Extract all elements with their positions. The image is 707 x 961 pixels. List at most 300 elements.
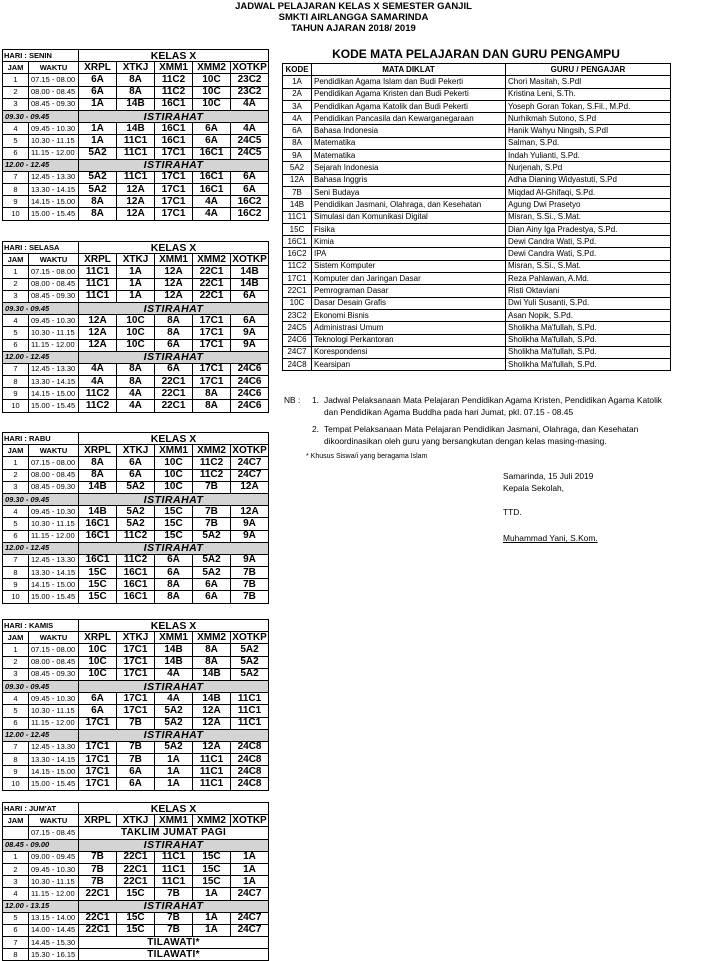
subject-code-cell: 5A2: [79, 184, 117, 196]
subject-code-cell: 10C: [79, 644, 117, 656]
period-time: 08.45 - 09.30: [29, 98, 79, 110]
class-header: XTKJ: [117, 254, 155, 266]
subject-code-cell: 1A: [79, 135, 117, 147]
activity-label: TILAWATI*: [79, 949, 269, 961]
subject-code-cell: 24C5: [231, 135, 269, 147]
subject-code-cell: 1A: [117, 290, 155, 302]
class-header: XRPL: [79, 815, 117, 827]
period-time: 09.45 - 10.30: [29, 123, 79, 135]
subject-code-cell: 16C2: [231, 208, 269, 220]
class-header: XRPL: [79, 632, 117, 644]
subject-code-cell: 15C: [117, 888, 155, 900]
subject-code: 12A: [283, 174, 312, 186]
subject-code-cell: 24C5: [231, 147, 269, 159]
subject-code-cell: 11C2: [117, 554, 155, 566]
sign-title: Kepala Sekolah,: [503, 483, 564, 493]
subject-code-cell: 10C: [193, 98, 231, 110]
period-time: 08.00 - 08.45: [29, 656, 79, 668]
teacher-name: Chori Masitah, S.PdI: [506, 76, 671, 88]
period-time: 08.45 - 09.30: [29, 481, 79, 493]
break-time: 12.00 - 12.45: [3, 159, 79, 171]
period-time: 07.15 - 08.00: [29, 457, 79, 469]
subject-code-cell: 24C8: [231, 741, 269, 753]
subject-code-cell: 12A: [231, 481, 269, 493]
subject-code-cell: 12A: [193, 705, 231, 717]
subject-name: Sejarah Indonesia: [312, 162, 506, 174]
table-row: [283, 334, 671, 346]
subject-name: Korespondensi: [312, 346, 506, 358]
break-row: [3, 839, 269, 851]
subject-code-cell: 11C1: [79, 266, 117, 278]
subject-code-cell: 11C2: [193, 457, 231, 469]
period-number: 6: [3, 147, 29, 159]
subject-code-cell: 15C: [193, 851, 231, 863]
period-number: 8: [3, 184, 29, 196]
break-row: [3, 351, 269, 363]
table-row: [3, 579, 269, 591]
period-time: 10.30 - 11.15: [29, 135, 79, 147]
subject-code-cell: 10C: [117, 327, 155, 339]
break-row: [3, 302, 269, 314]
schedule-table: [2, 432, 269, 604]
subject-code: 6A: [283, 125, 312, 137]
period-time: 09.45 - 10.30: [29, 315, 79, 327]
class-group-header: KELAS X: [79, 803, 269, 815]
subject-name: Dasar Desain Grafis: [312, 297, 506, 309]
table-row: [283, 359, 671, 371]
period-time: 11.15 - 12.00: [29, 147, 79, 159]
table-row: [3, 851, 269, 863]
subject-code: 24C5: [283, 322, 312, 334]
subject-code-cell: 17C1: [193, 315, 231, 327]
subject-code-cell: 15C: [79, 579, 117, 591]
subject-name: IPA: [312, 248, 506, 260]
subject-code-cell: 17C1: [117, 705, 155, 717]
period-number: 3: [3, 290, 29, 302]
subject-code-cell: 12A: [231, 506, 269, 518]
subject-code-cell: 4A: [79, 363, 117, 375]
class-header: XTKJ: [117, 815, 155, 827]
subject-code-cell: 11C1: [155, 851, 193, 863]
subject-code-cell: 7B: [231, 579, 269, 591]
subject-code-cell: 9A: [231, 530, 269, 542]
subject-code-cell: 14B: [117, 98, 155, 110]
period-number: 10: [3, 400, 29, 412]
subject-code-cell: 15C: [79, 591, 117, 603]
subject-code-cell: 10C: [193, 74, 231, 86]
subject-code-cell: 6A: [231, 315, 269, 327]
table-row: [283, 125, 671, 137]
subject-code-cell: 17C1: [193, 327, 231, 339]
table-row: [283, 76, 671, 88]
principal-name: Muhammad Yani, S.Kom.: [503, 533, 598, 543]
period-time: 14.15 - 15.00: [29, 579, 79, 591]
notes-label: NB :: [284, 395, 301, 405]
subject-name: Pendidikan Jasmani, Olahraga, dan Kesehatan: [312, 199, 506, 211]
table-row: [3, 827, 269, 839]
subject-code-cell: 8A: [117, 74, 155, 86]
subject-code-cell: 16C2: [231, 196, 269, 208]
subject-code-cell: 6A: [155, 567, 193, 579]
subject-code-cell: 1A: [231, 851, 269, 863]
teacher-name: Indah Yulianti, S.Pd.: [506, 150, 671, 162]
subject-name: Bahasa Indonesia: [312, 125, 506, 137]
subject-code-cell: 8A: [117, 86, 155, 98]
table-row: [3, 481, 269, 493]
subject-code-cell: 6A: [231, 184, 269, 196]
subject-code-cell: 7B: [117, 717, 155, 729]
period-number: 1: [3, 644, 29, 656]
table-row: [3, 400, 269, 412]
jam-header: JAM: [3, 632, 29, 644]
subject-code: 15C: [283, 223, 312, 235]
subject-code-cell: 16C1: [155, 135, 193, 147]
subject-code-cell: 6A: [79, 705, 117, 717]
subject-code-cell: 11C2: [193, 469, 231, 481]
subject-code-cell: 24C8: [231, 778, 269, 790]
subject-code-cell: 17C1: [155, 208, 193, 220]
subject-code-cell: 1A: [231, 876, 269, 888]
subject-code-cell: 8A: [193, 388, 231, 400]
table-row: [3, 876, 269, 888]
break-time: 12.00 - 12.45: [3, 729, 79, 741]
subject-code-cell: 4A: [193, 196, 231, 208]
subject-code-cell: 5A2: [231, 668, 269, 680]
period-number: 8: [3, 949, 29, 961]
table-row: [3, 457, 269, 469]
subject-code-cell: 24C7: [231, 457, 269, 469]
table-row: [283, 346, 671, 358]
subject-code-cell: 22C1: [193, 290, 231, 302]
subject-code-cell: 5A2: [79, 147, 117, 159]
teacher-name: Misran, S.Si., S.Mat.: [506, 211, 671, 223]
subject-name: Pemrograman Dasar: [312, 285, 506, 297]
subject-code-cell: 12A: [155, 266, 193, 278]
subject-code-cell: 11C1: [79, 278, 117, 290]
subject-code-cell: 5A2: [117, 518, 155, 530]
day-name: HARI : KAMIS: [3, 620, 79, 632]
subject-code: 11C1: [283, 211, 312, 223]
period-number: 5: [3, 135, 29, 147]
subject-code-cell: 1A: [231, 863, 269, 875]
subject-code-cell: 6A: [231, 171, 269, 183]
codes-column-header: KODE: [283, 64, 312, 76]
note-text: dikoordinasikan oleh guru yang bersangkutan dengan kelas masing-masing.: [324, 436, 607, 446]
period-time: 14.00 - 14.45: [29, 924, 79, 936]
period-number: 9: [3, 196, 29, 208]
codes-title: KODE MATA PELAJARAN DAN GURU PENGAMPU: [332, 47, 620, 61]
class-header: XMM2: [193, 632, 231, 644]
table-row: [283, 211, 671, 223]
period-number: 2: [3, 86, 29, 98]
period-number: 7: [3, 937, 29, 949]
subject-code-cell: 14B: [155, 656, 193, 668]
period-number: 10: [3, 778, 29, 790]
subject-code: 16C1: [283, 236, 312, 248]
time-header: WAKTU: [29, 445, 79, 457]
period-time: 13.15 - 14.00: [29, 912, 79, 924]
table-row: [3, 766, 269, 778]
subject-code: 11C2: [283, 260, 312, 272]
table-row: [283, 297, 671, 309]
table-row: [3, 506, 269, 518]
subject-name: Ekonomi Bisnis: [312, 309, 506, 321]
subject-code: 3A: [283, 100, 312, 112]
subject-code-cell: 6A: [117, 469, 155, 481]
subject-code-cell: 11C1: [155, 863, 193, 875]
subject-name: Pendidikan Agama Kristen dan Budi Pekerti: [312, 88, 506, 100]
table-row: [3, 469, 269, 481]
subject-code: 24C6: [283, 334, 312, 346]
subject-code-cell: 11C1: [231, 693, 269, 705]
period-time: 15.30 - 16.15: [29, 949, 79, 961]
teacher-name: Dewi Candra Wati, S.Pd.: [506, 248, 671, 260]
subject-code-cell: 6A: [193, 579, 231, 591]
subject-code-cell: 6A: [117, 778, 155, 790]
subject-code-cell: 7B: [79, 851, 117, 863]
class-header: XMM2: [193, 815, 231, 827]
teacher-name: Asan Nopik, S.Pd.: [506, 309, 671, 321]
subject-code-cell: 22C1: [193, 266, 231, 278]
subject-code-cell: 4A: [117, 388, 155, 400]
class-header: XTKJ: [117, 62, 155, 74]
break-row: [3, 493, 269, 505]
subject-code: 4A: [283, 113, 312, 125]
period-number: 7: [3, 363, 29, 375]
subject-code-cell: 12A: [117, 184, 155, 196]
day-name: HARI : SELASA: [3, 242, 79, 254]
table-row: [3, 656, 269, 668]
teacher-name: Agung Dwi Prasetyo: [506, 199, 671, 211]
subject-code-cell: 11C2: [155, 74, 193, 86]
subject-code-cell: 17C1: [155, 196, 193, 208]
teacher-name: Reza Pahlawan, A.Md.: [506, 273, 671, 285]
period-number: 7: [3, 171, 29, 183]
period-time: 07.15 - 08.00: [29, 74, 79, 86]
subject-code-cell: 24C7: [231, 888, 269, 900]
jam-header: JAM: [3, 815, 29, 827]
table-row: [3, 591, 269, 603]
subject-name: Sistem Komputer: [312, 260, 506, 272]
subject-code-cell: 22C1: [117, 863, 155, 875]
period-time: 15.00 - 15.45: [29, 591, 79, 603]
period-number: 6: [3, 339, 29, 351]
period-time: 10.30 - 11.15: [29, 518, 79, 530]
subject-code-cell: 1A: [155, 754, 193, 766]
table-row: [283, 322, 671, 334]
period-number: 4: [3, 315, 29, 327]
period-number: 7: [3, 554, 29, 566]
table-row: [3, 327, 269, 339]
period-number: 8: [3, 754, 29, 766]
period-number: 5: [3, 705, 29, 717]
subject-code-cell: 1A: [79, 123, 117, 135]
subject-code-cell: 17C1: [117, 693, 155, 705]
subject-code-cell: 11C1: [231, 705, 269, 717]
subject-code-cell: 5A2: [79, 171, 117, 183]
subject-code-cell: 11C1: [231, 717, 269, 729]
period-time: 07.15 - 08.00: [29, 266, 79, 278]
time-header: WAKTU: [29, 632, 79, 644]
period-time: 09.45 - 10.30: [29, 863, 79, 875]
subject-code-cell: 7B: [155, 888, 193, 900]
subject-code-cell: 5A2: [155, 705, 193, 717]
class-header: XTKJ: [117, 445, 155, 457]
day-name: HARI : SENIN: [3, 50, 79, 62]
subject-code-cell: 17C1: [155, 184, 193, 196]
period-time: 08.45 - 09.30: [29, 668, 79, 680]
period-number: 4: [3, 506, 29, 518]
table-row: [3, 754, 269, 766]
subject-code-cell: 6A: [231, 290, 269, 302]
subject-code-cell: 5A2: [231, 656, 269, 668]
subject-code-cell: 4A: [155, 668, 193, 680]
period-number: 10: [3, 208, 29, 220]
period-number: 9: [3, 579, 29, 591]
subject-code-cell: 22C1: [155, 388, 193, 400]
table-row: [283, 248, 671, 260]
table-row: [283, 260, 671, 272]
period-time: 12.45 - 13.30: [29, 554, 79, 566]
subject-code-cell: 17C1: [79, 754, 117, 766]
subject-code-cell: 12A: [193, 717, 231, 729]
table-row: [3, 949, 269, 961]
subject-code: 10C: [283, 297, 312, 309]
subject-code-cell: 17C1: [79, 717, 117, 729]
codes-column-header: MATA DIKLAT: [312, 64, 506, 76]
break-time: 09.30 - 09.45: [3, 493, 79, 505]
subject-code-cell: 24C7: [231, 912, 269, 924]
subject-code-cell: 16C1: [79, 530, 117, 542]
class-header: XOTKP: [232, 61, 267, 73]
subject-code-cell: 17C1: [193, 363, 231, 375]
period-number: 3: [3, 98, 29, 110]
subject-code-cell: 7B: [193, 518, 231, 530]
subject-code-cell: 4A: [155, 693, 193, 705]
period-number: 3: [3, 668, 29, 680]
period-number: 3: [3, 876, 29, 888]
signature-block: [503, 470, 598, 544]
subject-code-cell: 16C1: [193, 171, 231, 183]
subject-code-cell: 15C: [117, 924, 155, 936]
subject-code-cell: 8A: [193, 644, 231, 656]
subject-code-cell: 17C1: [79, 778, 117, 790]
subject-code: 17C1: [283, 273, 312, 285]
period-number: 1: [3, 457, 29, 469]
period-time: 15.00 - 15.45: [29, 400, 79, 412]
table-row: [283, 88, 671, 100]
table-row: [283, 236, 671, 248]
subject-code-cell: 24C8: [231, 766, 269, 778]
codes-table: [282, 63, 671, 371]
period-time: 10.30 - 11.15: [29, 327, 79, 339]
subject-code-cell: 17C1: [193, 339, 231, 351]
subject-code-cell: 5A2: [193, 567, 231, 579]
subject-code-cell: 22C1: [117, 851, 155, 863]
subject-code-cell: 10C: [193, 86, 231, 98]
subject-code: 24C7: [283, 346, 312, 358]
schedule-table: [2, 619, 269, 791]
break-row: [3, 159, 269, 171]
subject-name: Pendidikan Pancasila dan Kewarganegaraan: [312, 113, 506, 125]
break-label: ISTIRAHAT: [79, 159, 269, 171]
subject-code-cell: 14B: [231, 266, 269, 278]
table-row: [3, 717, 269, 729]
break-time: 09.30 - 09.45: [3, 680, 79, 692]
table-row: [3, 741, 269, 753]
subject-code-cell: 22C1: [79, 888, 117, 900]
table-row: [3, 530, 269, 542]
subject-name: Teknologi Perkantoran: [312, 334, 506, 346]
subject-code-cell: 8A: [193, 656, 231, 668]
sign-place-date: Samarinda, 15 Juli 2019: [503, 471, 594, 481]
class-header: XOTKP: [232, 444, 267, 456]
activity-label: TILAWATI*: [79, 937, 269, 949]
break-label: ISTIRAHAT: [79, 351, 269, 363]
subject-code-cell: 14B: [193, 693, 231, 705]
period-number: 9: [3, 766, 29, 778]
period-time: 09.45 - 10.30: [29, 693, 79, 705]
subject-code-cell: 24C6: [231, 376, 269, 388]
period-number: 2: [3, 278, 29, 290]
subject-code-cell: 7B: [155, 924, 193, 936]
subject-code-cell: 11C2: [79, 400, 117, 412]
table-row: [283, 100, 671, 112]
break-label: ISTIRAHAT: [79, 680, 269, 692]
table-row: [3, 863, 269, 875]
subject-code-cell: 22C1: [193, 278, 231, 290]
period-time: 15.00 - 15.45: [29, 778, 79, 790]
period-time: 08.00 - 08.45: [29, 86, 79, 98]
period-number: 8: [3, 567, 29, 579]
period-number: 2: [3, 656, 29, 668]
teacher-name: Misran, S.Si., S.Mat.: [506, 260, 671, 272]
table-row: [3, 98, 269, 110]
break-label: ISTIRAHAT: [79, 302, 269, 314]
period-time: 11.15 - 12.00: [29, 888, 79, 900]
subject-code-cell: 16C1: [193, 147, 231, 159]
table-row: [3, 567, 269, 579]
subject-code-cell: 7B: [193, 481, 231, 493]
subject-code-cell: 11C1: [193, 754, 231, 766]
period-number: 5: [3, 912, 29, 924]
subject-code-cell: 16C1: [117, 591, 155, 603]
subject-code-cell: 23C2: [231, 86, 269, 98]
subject-name: Seni Budaya: [312, 186, 506, 198]
subject-code-cell: 4A: [79, 376, 117, 388]
period-time: 12.45 - 13.30: [29, 171, 79, 183]
subject-code-cell: 14B: [117, 123, 155, 135]
jam-header: JAM: [3, 445, 29, 457]
table-row: [283, 150, 671, 162]
class-header: XMM1: [155, 62, 193, 74]
subject-code-cell: 10C: [155, 481, 193, 493]
subject-code-cell: 4A: [231, 98, 269, 110]
subject-name: Matematika: [312, 150, 506, 162]
period-time: 11.15 - 12.00: [29, 717, 79, 729]
break-time: 09.30 - 09.45: [3, 302, 79, 314]
class-header: XRPL: [79, 62, 117, 74]
table-row: [3, 266, 269, 278]
teacher-name: Miqdad Al-Ghifaqi, S.Pd.: [506, 186, 671, 198]
subject-code-cell: 16C1: [155, 98, 193, 110]
subject-code-cell: 6A: [117, 457, 155, 469]
subject-code-cell: 1A: [193, 924, 231, 936]
subject-code-cell: 24C6: [231, 388, 269, 400]
subject-code-cell: 12A: [79, 339, 117, 351]
period-number: 7: [3, 741, 29, 753]
class-header: XMM2: [193, 445, 231, 457]
